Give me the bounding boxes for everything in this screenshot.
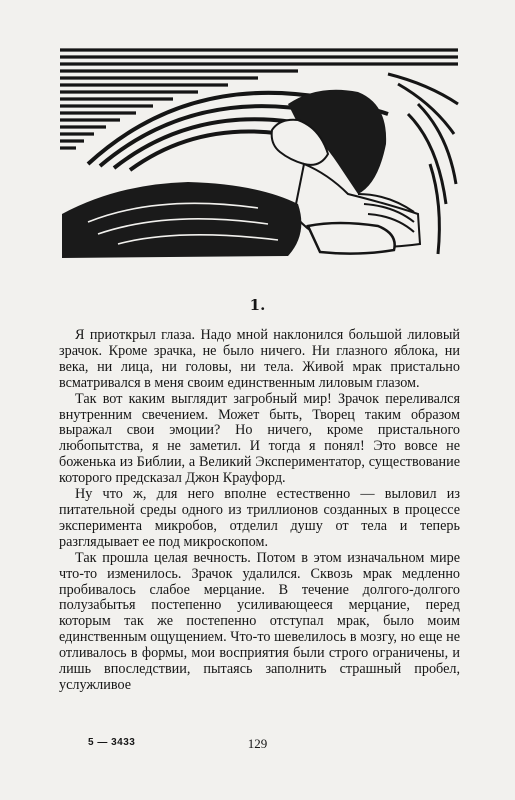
woodcut-figure-image <box>58 44 460 262</box>
paragraph: Так вот каким выглядит загробный мир! Зрачок переливался внутренним свечением. Может быть, Творец таким образом выражал свои эмоции? Но ничего, кроме пристального любопытства, я не заметил. И тогда я понял! Это вовсе не боженька из Библии, а Великий Экспериментатор, существование которого предсказал Джон Крауфорд. <box>59 390 460 487</box>
woodcut-illustration <box>58 44 460 262</box>
chapter-number: 1. <box>249 296 266 314</box>
page-number: 129 <box>247 736 268 751</box>
body-text <box>59 328 460 694</box>
paragraph: Ну что ж, для него вполне естественно — выловил из питательной среды одного из триллионов созданных в процессе эксперимента микробов, отделил душу от тела и теперь разглядывает ее под микроскопом. <box>59 486 460 550</box>
paragraph: Так прошла целая вечность. Потом в этом изначальном мире что-то изменилось. Зрачок удалился. Сквозь мрак медленно пробивалось слабое мерцание. В течение долгого-долгого полузабытья постепенно усиливающееся мерцание, перед которым так же постепенно отступал мрак, было моим единственным ощущением. Что-то шевелилось в мозгу, но еще не отливалось в формы, мои восприятия были строго ограничены, и лишь впоследствии, пытаясь заполнить страшный пробел, услужливое <box>59 549 460 693</box>
printer-signature: 5 — 3433 <box>88 737 136 748</box>
paragraph: Я приоткрыл глаза. Надо мной наклонился большой лиловый зрачок. Кроме зрачка, не было ничего. Ни глазного яблока, ни века, ни лица, ни головы, ни тела. Живой мрак пристально всматривался в меня своим единственным лиловым глазом. <box>59 327 460 391</box>
